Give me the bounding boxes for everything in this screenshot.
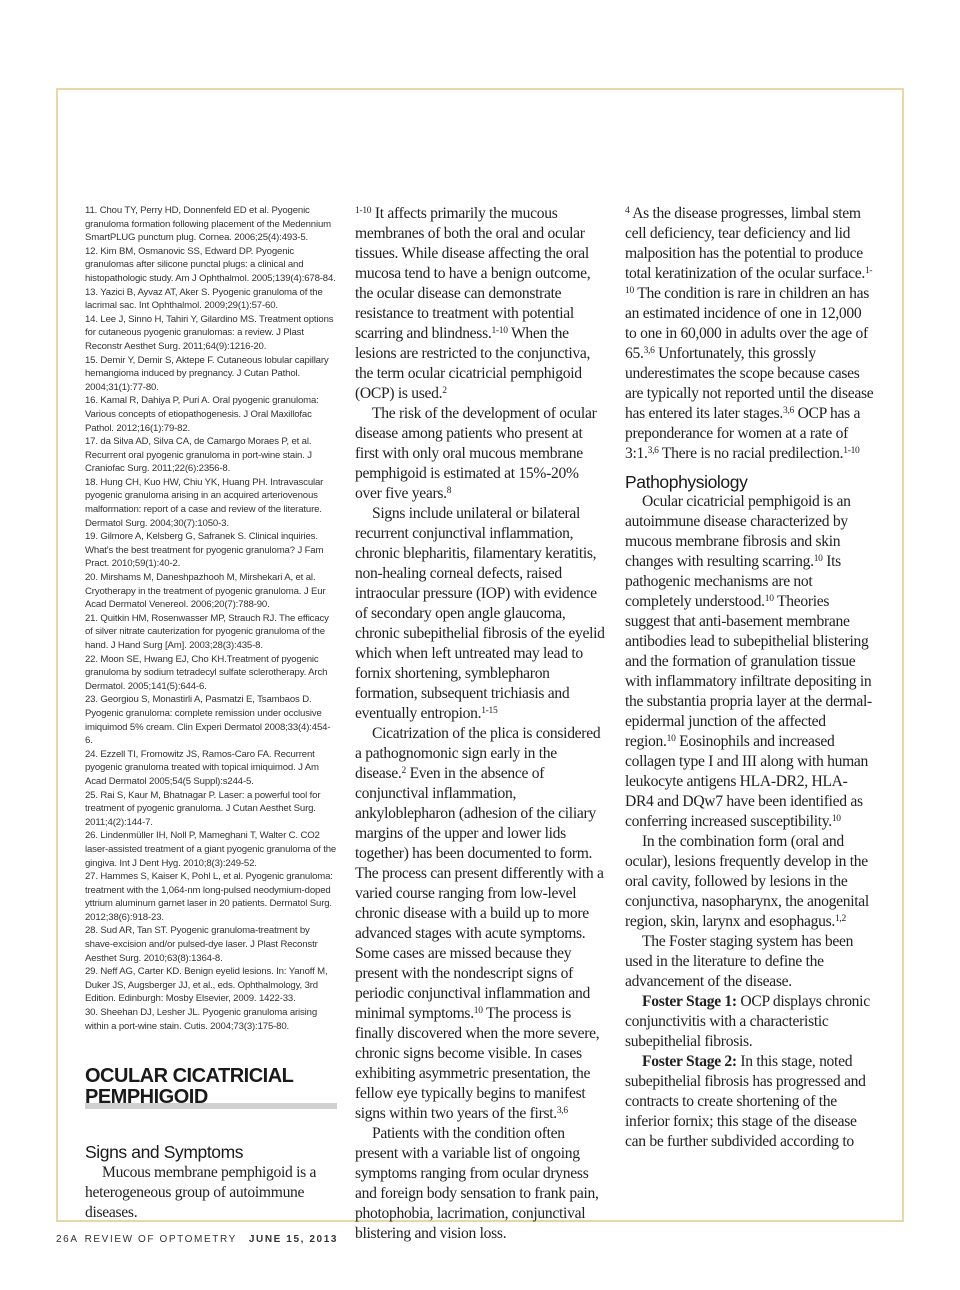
reference-item: 29. Neff AG, Carter KD. Benign eyelid lesions. In: Yanoff M, Duker JS, Augsberger JJ, et al., eds. Ophthalmology, 3rd Edition. Edinburgh: Mosby Elsevier, 2009. 1422-33. — [85, 966, 328, 1005]
signs-and-symptoms-heading: Signs and Symptoms — [85, 1142, 244, 1163]
publication-name: REVIEW OF OPTOMETRY — [84, 1234, 237, 1245]
body-paragraph: Cicatrization of the plica is considered a pathognomonic sign early in the disease.$^2$ Even in the absence of conjunctival inflammation, ankyloblepharon (adhesion of the ciliary margins of the upper and lower lids together) has been documented to form. The process can present differently with a varied course ranging from low-level chronic disease with a build up to more advanced stages with acute symptoms. Some cases are missed because they present with the nondescript signs of periodic conjunctival inflammation and minimal symptoms.$^{10}$ The process is finally discovered when the more severe, chronic signs become visible. In cases exhibiting asymmetric presentation, the fellow eye typically begins to manifest signs within two years of the first.$^{3,6}$ — [355, 725, 604, 1122]
reference-list — [85, 204, 337, 1033]
foster-stage-1: Foster Stage 1: OCP displays chronic conjunctivitis with a characteristic subepithelial fibrosis. — [625, 993, 870, 1050]
reference-item: 21. Quitkin HM, Rosenwasser MP, Strauch RJ. The efficacy of silver nitrate cauterization for pyogenic granuloma of the hand. J Hand Surg [Am]. 2003;28(3):435-8. — [85, 612, 329, 651]
reference-item: 28. Sud AR, Tan ST. Pyogenic granuloma-treatment by shave-excision and/or pulsed-dye laser. J Plast Reconstr Aesthet Surg. 2010;63(8):1364-8. — [85, 925, 318, 964]
section-heading — [85, 1067, 337, 1109]
reference-item: 14. Lee J, Sinno H, Tahiri Y, Gilardino MS. Treatment options for cutaneous pyogenic granulomas: a review. J Plast Reconstr Aesthet Surg. 2011;64(9):1216-20. — [85, 313, 334, 352]
reference-item: 26. Lindenmüller IH, Noll P, Mameghani T, Walter C. CO2 laser-assisted treatment of a giant pyogenic granuloma of the gingiva. Int J Dent Hyg. 2010;8(3):249-52. — [85, 830, 337, 869]
issue-date: JUNE 15, 2013 — [248, 1234, 339, 1245]
body-paragraph: The risk of the development of ocular disease among patients who present at first with only oral mucous membrane pemphigoid is estimated at 15%-20% over five years.$^8$ — [355, 405, 597, 502]
body-paragraph: In the combination form (oral and ocular), lesions frequently develop in the oral cavity, followed by lesions in the conjunctiva, nasopharynx, the anogenital region, skin, larynx and esophagus.$^{1,2}$ — [625, 833, 869, 930]
reference-item: 11. Chou TY, Perry HD, Donnenfeld ED et al. Pyogenic granuloma formation following placement of the Medennium SmartPLUG punctum plug. Cornea. 2006;25(4):493-5. — [85, 205, 331, 244]
reference-item: 13. Yazici B, Ayvaz AT, Aker S. Pyogenic granuloma of the lacrimal sac. Int Ophthalmol. 2009;29(1):57-60. — [85, 286, 323, 312]
column-2 — [355, 204, 605, 1244]
body-paragraph: Signs include unilateral or bilateral recurrent conjunctival inflammation, chronic blepharitis, filamentary keratitis, non-healing corneal defects, raised intraocular pressure (IOP) with evidence of secondary open angle glaucoma, chronic subepithelial fibrosis of the eyelid which when left untreated may lead to fornix shortening, symblepharon formation, subsequent trichiasis and eventually entropion.$^{1-15}$ — [355, 505, 605, 722]
reference-item: 24. Ezzell TI, Fromowitz JS, Ramos-Caro FA. Recurrent pyogenic granuloma treated with topical imiquimod. J Am Acad Dermatol 2005;54(5 Suppl):s244-5. — [85, 748, 319, 787]
reference-item: 25. Rai S, Kaur M, Bhatnagar P. Laser: a powerful tool for treatment of pyogenic granuloma. J Cutan Aesthet Surg. 2011;4(2):144-7. — [85, 789, 321, 828]
reference-item: 27. Hammes S, Kaiser K, Pohl L, et al. Pyogenic granuloma: treatment with the 1,064-nm long-pulsed neodymium-doped yttrium aluminum garnet laser in 20 patients. Dermatol Surg. 2012;38(6):918-23. — [85, 871, 333, 923]
page-footer — [56, 1234, 338, 1245]
reference-item: 23. Georgiou S, Monastirli A, Pasmatzi E, Tsambaos D. Pyogenic granuloma: complete remission under occlusive imiquimod 5% cream. Clin Experi Dermatol 2008;33(4):454-6. — [85, 694, 331, 747]
column-1 — [85, 204, 337, 1223]
reference-item: 22. Moon SE, Hwang EJ, Cho KH.Treatment of pyogenic granuloma by sodium tetradecyl sulfate sclerotherapy. Arch Dermatol. 2005;141(5):644-6. — [85, 653, 328, 692]
body-paragraph: Ocular cicatricial pemphigoid is an autoimmune disease characterized by mucous membrane fibrosis and skin changes with resulting scarring.$^{10}$ Its pathogenic mechanisms are not completely understood.$^{10}$ Theories suggest that anti-basement membrane antibodies lead to subepithelial blistering and the formation of granulation tissue with inflammatory infiltrate depositing in the substantia propria layer at the dermal-epidermal junction of the affected region.$^{10}$ Eosinophils and increased collagen type I and III along with human leukocyte antigens HLA-DR2, HLA-DR4 and DQw7 have been identified as conferring increased susceptibility.$^{10}$ — [625, 493, 872, 830]
reference-item: 19. Gilmore A, Kelsberg G, Safranek S. Clinical inquiries. What's the best treatment for pyogenic granuloma? J Fam Pract. 2010;59(1):40-2. — [85, 531, 324, 570]
body-paragraph: The Foster staging system has been used in the literature to define the advancement of the disease. — [625, 933, 854, 990]
body-paragraph: $^4$ As the disease progresses, limbal stem cell deficiency, tear deficiency and lid malposition has the potential to produce total keratinization of the ocular surface.$^{1-10}$ The condition is rare in children an has an estimated incidence of one in 12,000 to one in 60,000 in adults over the age of 65.$^{3,6}$ Unfortunately, this grossly underestimates the scope because cases are typically not reported until the disease has entered its later stages.$^{3,6}$ OCP has a preponderance for women at a rate of 3:1.$^{3,6}$ There is no racial predilection.$^{1-10}$ — [625, 205, 874, 462]
reference-item: 15. Demir Y, Demir S, Aktepe F. Cutaneous lobular capillary hemangioma induced by pregnancy. J Cutan Pathol. 2004;31(1):77-80. — [85, 354, 329, 393]
body-paragraph: Patients with the condition often present with a variable list of ongoing symptoms ranging from ocular dryness and foreign body sensation to frank pain, photophobia, lacrimation, conjunctival blistering and vision loss. — [355, 1125, 599, 1242]
section-title-line-1: OCULAR CICATRICIAL — [85, 1065, 294, 1088]
pathophysiology-heading: Pathophysiology — [625, 472, 748, 492]
page-number: 26A — [56, 1234, 79, 1245]
reference-item: 20. Mirshams M, Daneshpazhooh M, Mirshekari A, et al. Cryotherapy in the treatment of pyogenic granuloma. J Eur Acad Dermatol Venereol. 2006;20(7):788-90. — [85, 572, 326, 611]
reference-item: 17. da Silva AD, Silva CA, de Camargo Moraes P, et al. Recurrent oral pyogenic granuloma in port-wine stain. J Craniofac Surg. 2011;22(6):2356-8. — [85, 436, 312, 475]
body-paragraph: $^{1-10}$ It affects primarily the mucous membranes of both the oral and ocular tissues. While disease affecting the oral mucosa tend to have a benign outcome, the ocular disease can demonstrate resistance to treatment with potential scarring and blindness.$^{1-10}$ When the lesions are restricted to the conjunctiva, the term ocular cicatricial pemphigoid (OCP) is used.$^2$ — [355, 205, 591, 402]
reference-item: 18. Hung CH, Kuo HW, Chiu YK, Huang PH. Intravascular pyogenic granuloma arising in an acquired arteriovenous malformation: report of a case and review of the literature. Dermatol Surg. 2004;30(7):1050-3. — [85, 476, 324, 529]
foster-stage-2: Foster Stage 2: In this stage, noted subepithelial fibrosis has progressed and contracts to create shortening of the inferior fornix; this stage of the disease can be further subdivided according to — [625, 1053, 866, 1150]
column-3 — [625, 204, 875, 1152]
body-paragraph: Mucous membrane pemphigoid is a heterogeneous group of autoimmune diseases. — [85, 1164, 317, 1222]
section-title-line-2: PEMPHIGOID — [85, 1086, 208, 1109]
reference-item: 30. Sheehan DJ, Lesher JL. Pyogenic granuloma arising within a port-wine stain. Cutis. 2004;73(3):175-80. — [85, 1007, 318, 1032]
reference-item: 16. Kamal R, Dahiya P, Puri A. Oral pyogenic granuloma: Various concepts of etiopathogenesis. J Oral Maxillofac Pathol. 2012;16(1):79-82. — [85, 395, 319, 434]
reference-item: 12. Kim BM, Osmanovic SS, Edward DP. Pyogenic granulomas after silicone punctal plugs: a clinical and histopathologic study. Am J Ophthalmol. 2005;139(4):678-84. — [85, 245, 336, 284]
